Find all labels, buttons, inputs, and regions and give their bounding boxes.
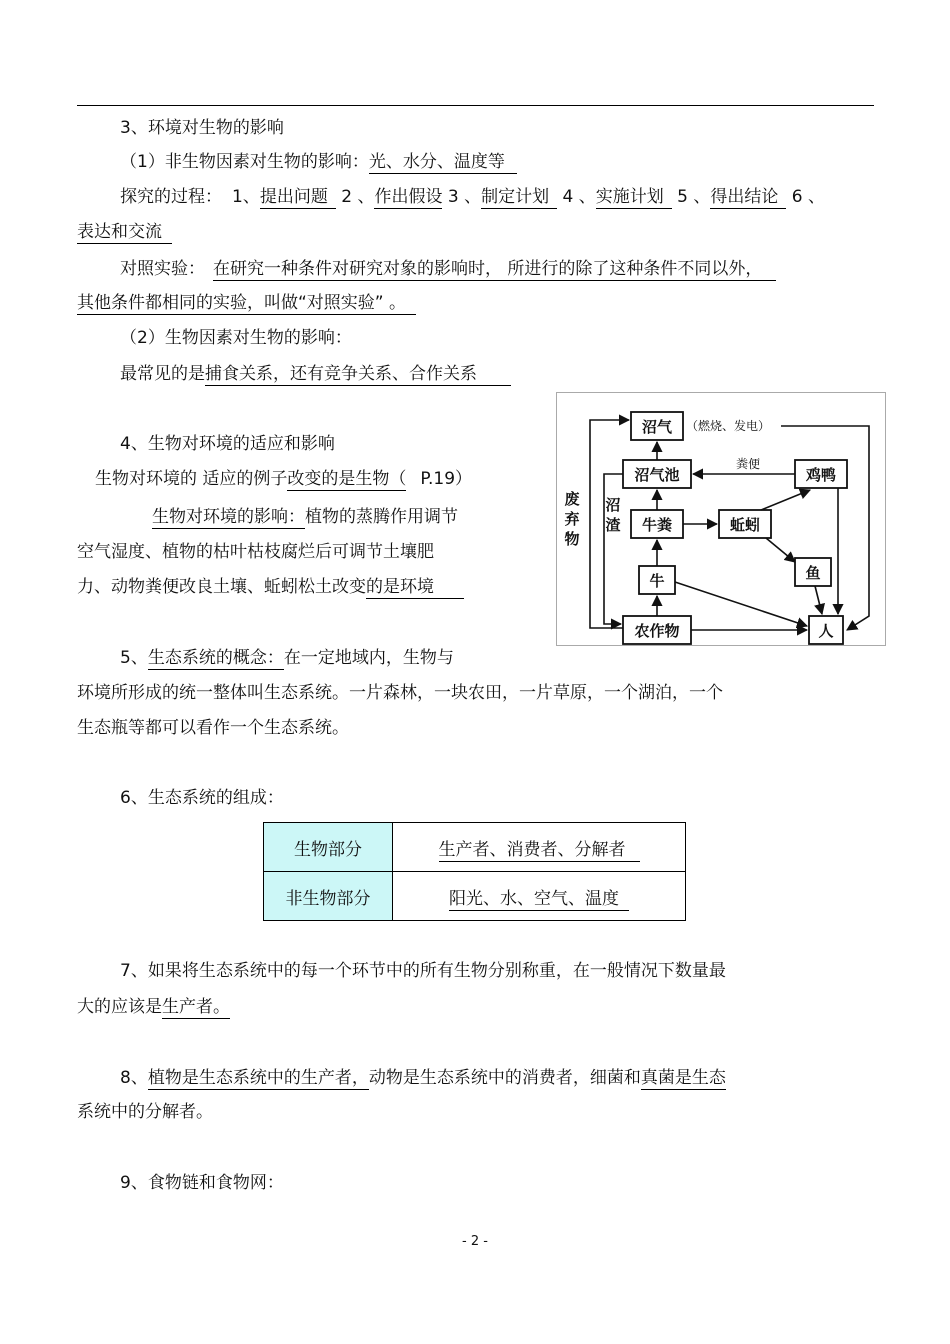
section-8-line-1 (120, 1067, 726, 1089)
influence-text-3: 力、动物粪便改良土壤、蚯蚓松土改变 (77, 577, 366, 597)
adaptation-page-ref: P.19） (420, 469, 473, 489)
waste-label-1: 废 (564, 490, 580, 508)
manure-label: 粪便 (735, 457, 761, 471)
table-row-value (393, 823, 686, 872)
adaptation-line (95, 468, 472, 490)
influence-answer: 的是环境 (366, 577, 464, 599)
ecosystem-definition-1: 在一定地域内，生物与 (283, 648, 454, 668)
section-5-title: 生态系统的概念： (147, 648, 284, 668)
fish-label: 鱼 (805, 564, 821, 582)
section-7-text: 大的应该是 (77, 997, 162, 1017)
biogas-label: 沼气 (641, 418, 673, 436)
relations-answer: 捕食关系，还有竞争关系、合作关系 (205, 364, 511, 386)
section-9-title: 9、食物链和食物网： (120, 1173, 284, 1193)
control-definition-1: 在研究一种条件对研究对象的影响时， 所进行的除了这种条件不同以外， (213, 259, 776, 281)
section-8-producers: 植物是生态系统中的生产者， (147, 1068, 369, 1088)
section-4-title: 4、生物对环境的适应和影响 (120, 434, 335, 454)
biogas-use-label: （燃烧、发电） (686, 419, 771, 433)
cow-label: 牛 (649, 572, 665, 590)
biotic-factors-title: （2）生物因素对生物的影响： (120, 328, 352, 348)
influence-text-1: 植物的蒸腾作用调节 (305, 507, 458, 527)
ecological-agriculture-diagram (556, 392, 886, 646)
residue-label-2: 渣 (605, 516, 621, 534)
waste-label-2: 弃 (564, 510, 580, 528)
abiotic-value: 阳光、水、空气、温度 (449, 889, 629, 911)
control-experiment-line-2 (77, 292, 416, 314)
step-6-line (77, 221, 172, 243)
biotic-head: 生物部分 (294, 839, 362, 860)
section-7-line-1: 7、如果将生态系统中的每一个环节中的所有生物分别称重，在一般情况下数量最 (120, 961, 726, 981)
section-8-line-2: 系统中的分解者。 (77, 1102, 213, 1122)
inquiry-steps-line (120, 186, 825, 208)
adaptation-answer: 改变的是生物（ (287, 469, 407, 489)
section-8-consumers: 动物是生态系统中的消费者，细菌和 (368, 1068, 641, 1088)
section-7-answer: 生产者。 (162, 997, 230, 1017)
biogas-pit-label: 沼气池 (634, 466, 680, 484)
section-5-line-1 (120, 647, 454, 669)
dung-label: 牛粪 (641, 516, 673, 534)
table-row-head (264, 823, 393, 872)
section-5-number: 5、 (120, 648, 148, 668)
table-row-head (264, 872, 393, 921)
step-1: 提出问题 (260, 187, 336, 209)
abiotic-answer: 光、水分、温度等 (369, 152, 517, 174)
influence-line-2: 空气湿度、植物的枯叶枯枝腐烂后可调节土壤肥 (77, 542, 434, 562)
table-row (264, 872, 686, 921)
step-3-number: 3 、 (447, 187, 482, 207)
section-3-title: 3、环境对生物的影响 (120, 118, 284, 138)
adaptation-label: 生物对环境的 适应的例子 (95, 469, 288, 489)
poultry-label: 鸡鸭 (805, 466, 837, 484)
step-5: 得出结论 (710, 187, 786, 209)
step-6-number: 6 、 (791, 187, 826, 207)
header-rule (77, 105, 874, 106)
biotic-value: 生产者、消费者、分解者 (439, 840, 640, 862)
step-5-number: 5 、 (677, 187, 711, 207)
residue-label-1: 沼 (605, 496, 621, 514)
inquiry-label: 探究的过程： (120, 187, 222, 207)
human-label: 人 (818, 622, 834, 640)
step-4: 实施计划 (596, 187, 672, 209)
relations-label: 最常见的是 (120, 364, 205, 384)
step-1-number: 1、 (232, 187, 260, 207)
ecosystem-composition-table (263, 822, 686, 921)
ecosystem-definition-2: 环境所形成的统一整体叫生态系统。一片森林，一块农田，一片草原，一个湖泊，一个 (77, 683, 723, 703)
step-2-number: 2 、 (341, 187, 375, 207)
section-7-line-2 (77, 996, 230, 1018)
step-4-number: 4 、 (562, 187, 596, 207)
control-definition-2: 其他条件都相同的实验，叫做“对照实验” 。 (77, 293, 416, 315)
step-3: 制定计划 (481, 187, 557, 209)
section-6-title: 6、生态系统的组成： (120, 788, 284, 808)
influence-line-1 (152, 506, 458, 528)
abiotic-factors-line (120, 151, 517, 173)
section-8-decomposers: 真菌是生态 (640, 1068, 726, 1088)
crops-label: 农作物 (634, 622, 680, 640)
influence-line-3 (77, 576, 464, 598)
waste-label-3: 物 (564, 530, 580, 548)
table-row (264, 823, 686, 872)
ecosystem-definition-3: 生态瓶等都可以看作一个生态系统。 (77, 718, 349, 738)
abiotic-label: （1）非生物因素对生物的影响： (120, 152, 369, 172)
influence-label: 生物对环境的影响： (152, 507, 305, 527)
step-6: 表达和交流 (77, 222, 172, 244)
step-2: 作出假设 (374, 187, 443, 207)
abiotic-head: 非生物部分 (285, 888, 371, 909)
relations-line (120, 363, 511, 385)
table-row-value (393, 872, 686, 921)
control-label: 对照实验： (120, 259, 205, 279)
page-number: - 2 - (462, 1234, 488, 1249)
control-experiment-line-1 (120, 258, 776, 280)
earthworm-label: 蚯蚓 (729, 516, 761, 534)
section-8-number: 8、 (120, 1068, 148, 1088)
